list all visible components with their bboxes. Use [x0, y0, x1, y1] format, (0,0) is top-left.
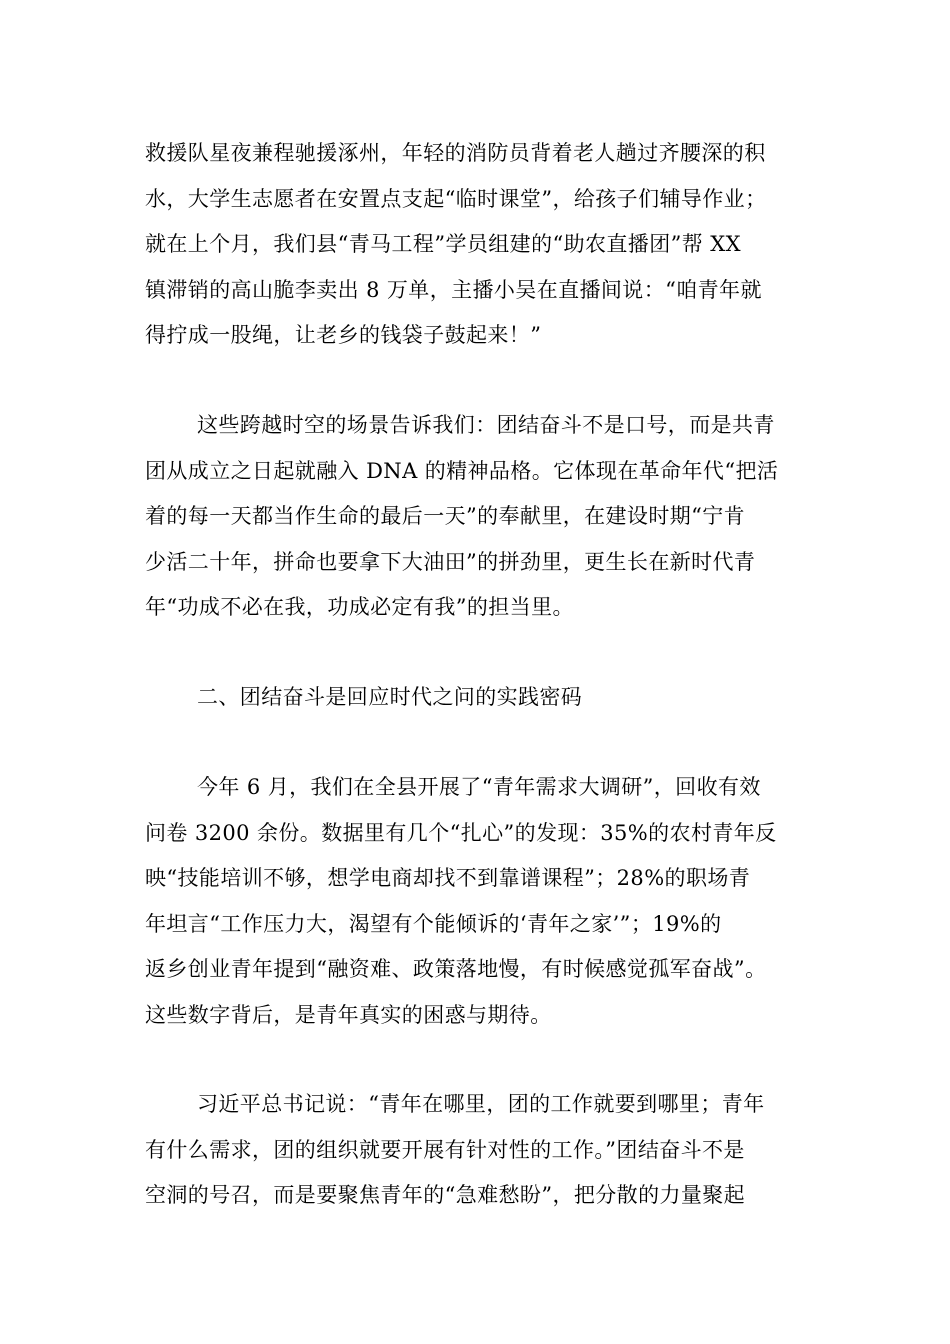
paragraph-quote: [145, 1082, 825, 1219]
text-line: 团从成立之日起就融入 DNA 的精神品格。它体现在革命年代“把活: [145, 458, 779, 483]
text-line: 今年 6 月，我们在全县开展了“青年需求大调研”，回收有效: [197, 775, 761, 799]
text-line: 这些跨越时空的场景告诉我们：团结奋斗不是口号，而是共青: [197, 413, 775, 437]
text-line: 就在上个月，我们县“青马工程”学员组建的“助农直播团”帮 XX: [145, 232, 741, 256]
text-line: 返乡创业青年提到“融资难、政策落地慢，有时候感觉孤军奋战”。: [145, 957, 767, 981]
text-line: 水，大学生志愿者在安置点支起“临时课堂”，给孩子们辅导作业；: [145, 186, 767, 211]
text-line: 映“技能培训不够，想学电商却找不到靠谱课程”；28%的职场青: [145, 866, 751, 890]
text-line: 问卷 3200 余份。数据里有几个“扎心”的发现：35%的农村青年反: [145, 820, 777, 845]
text-line: 镇滞销的高山脆李卖出 8 万单，主播小吴在直播间说：“咱青年就: [145, 277, 762, 302]
section-heading-text: 二、团结奋斗是回应时代之问的实践密码: [197, 685, 583, 709]
paragraph-rescue-scenes: [145, 131, 825, 359]
text-line: 习近平总书记说：“青年在哪里，团的工作就要到哪里；青年: [197, 1092, 765, 1116]
text-line: 空洞的号召，而是要聚焦青年的“急难愁盼”，把分散的力量聚起: [145, 1183, 746, 1207]
text-line: 得拧成一股绳，让老乡的钱袋子鼓起来！”: [145, 323, 542, 347]
paragraph-spirit: [145, 403, 825, 631]
paragraph-survey: [145, 765, 825, 1038]
section-heading: [145, 675, 825, 721]
text-line: 这些数字背后，是青年真实的困惑与期待。: [145, 1002, 552, 1027]
text-line: 年“功成不必在我，功成必定有我”的担当里。: [145, 595, 574, 619]
text-line: 救援队星夜兼程驰援涿州，年轻的消防员背着老人趟过齐腰深的积: [145, 141, 766, 165]
text-line: 有什么需求，团的组织就要开展有针对性的工作。”团结奋斗不是: [145, 1137, 745, 1162]
text-line: 着的每一天都当作生命的最后一天”的奉献里，在建设时期“宁肯: [145, 504, 746, 528]
text-line: 年坦言“工作压力大，渴望有个能倾诉的‘青年之家’”；19%的: [145, 911, 722, 936]
text-line: 少活二十年，拼命也要拿下大油田”的拼劲里，更生长在新时代青: [145, 549, 756, 574]
